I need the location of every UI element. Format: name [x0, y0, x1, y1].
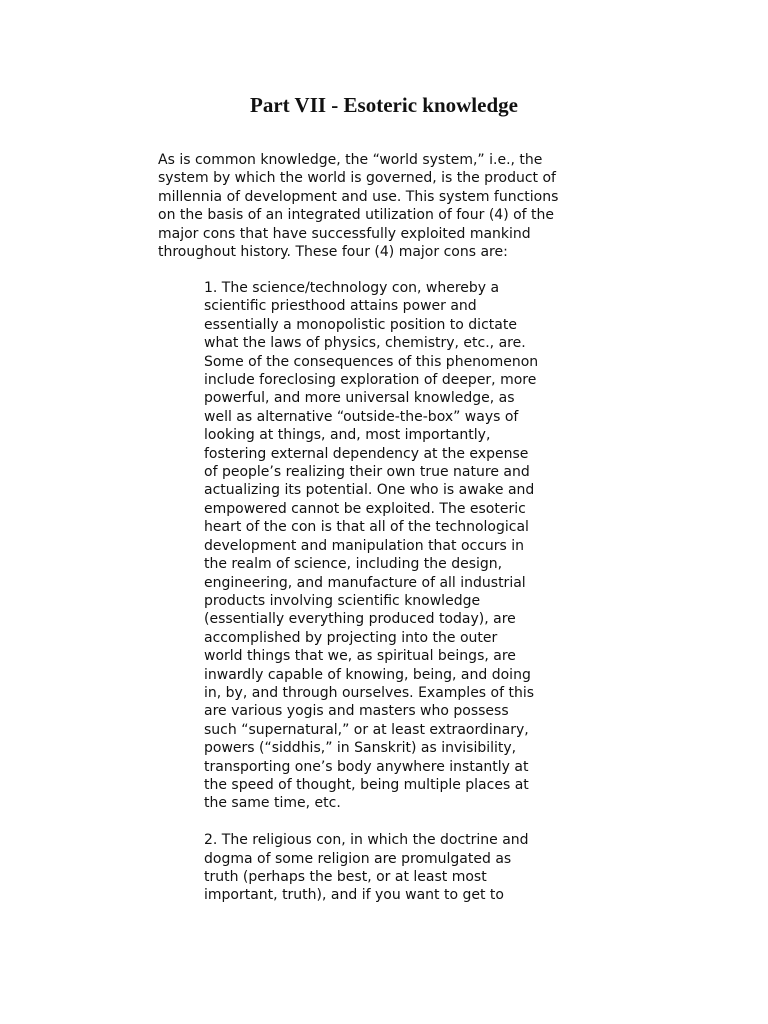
list-item-line: include foreclosing exploration of deeper, more — [204, 372, 537, 389]
list-item-line: scientific priesthood attains power and — [204, 298, 477, 315]
list-item-line: important, truth), and if you want to get to — [204, 887, 504, 904]
list-item-line: products involving scientific knowledge — [204, 592, 481, 609]
list-item-line: the same time, etc. — [204, 795, 341, 812]
list-item-line: empowered cannot be exploited. The esoteric — [204, 500, 526, 517]
list-item-line: actualizing its potential. One who is awake and — [204, 482, 535, 499]
list-item-line: looking at things, and, most importantly, — [204, 427, 491, 444]
list-item-line: what the laws of physics, chemistry, etc., are. — [204, 335, 526, 352]
list-item-line: in, by, and through ourselves. Examples of this — [204, 684, 535, 701]
intro-line: millennia of development and use. This system functions — [158, 188, 559, 205]
list-item-line: Some of the consequences of this phenomenon — [204, 353, 539, 370]
list-item-line: 2. The religious con, in which the doctrine and — [204, 832, 529, 849]
list-item-line: development and manipulation that occurs in — [204, 537, 525, 554]
list-item-line: essentially a monopolistic position to dictate — [204, 316, 517, 333]
intro-line: As is common knowledge, the “world system,” i.e., the — [158, 152, 543, 168]
intro-line: throughout history. These four (4) major cons are: — [158, 244, 508, 261]
list-item-line: well as alternative “outside-the-box” ways of — [204, 408, 519, 425]
list-item-line: truth (perhaps the best, or at least most — [204, 868, 487, 885]
intro-paragraph — [158, 151, 598, 261]
intro-line: on the basis of an integrated utilization of four (4) of the — [158, 207, 555, 224]
list-item-religious-con — [204, 831, 604, 905]
page-title: Part VII - Esoteric knowledge — [250, 93, 518, 117]
list-item-line: the speed of thought, being multiple places at — [204, 776, 529, 793]
list-item-line: accomplished by projecting into the outer — [204, 629, 498, 646]
list-item-line: such “supernatural,” or at least extraordinary, — [204, 721, 529, 738]
list-item-line: transporting one’s body anywhere instantly at — [204, 758, 529, 775]
list-item-line: are various yogis and masters who possess — [204, 703, 509, 720]
list-item-line: 1. The science/technology con, whereby a — [204, 280, 500, 296]
cons-list — [204, 279, 604, 905]
list-item-line: world things that we, as spiritual beings, are — [204, 648, 516, 665]
list-item-line: powers (“siddhis,” in Sanskrit) as invisibility, — [204, 740, 517, 757]
list-item-line: (essentially everything produced today), are — [204, 611, 516, 628]
list-item-science-con — [204, 279, 604, 813]
list-item-line: powerful, and more universal knowledge, as — [204, 390, 515, 407]
list-item-line: heart of the con is that all of the technological — [204, 519, 529, 536]
list-item-line: of people’s realizing their own true nature and — [204, 464, 530, 481]
intro-line: major cons that have successfully exploited mankind — [158, 225, 531, 242]
list-item-line: the realm of science, including the design, — [204, 556, 503, 573]
intro-line: system by which the world is governed, is the product of — [158, 170, 556, 187]
list-item-line: dogma of some religion are promulgated as — [204, 850, 512, 867]
list-item-line: engineering, and manufacture of all industrial — [204, 574, 526, 591]
list-item-line: inwardly capable of knowing, being, and doing — [204, 666, 531, 683]
list-item-line: fostering external dependency at the expense — [204, 445, 529, 462]
